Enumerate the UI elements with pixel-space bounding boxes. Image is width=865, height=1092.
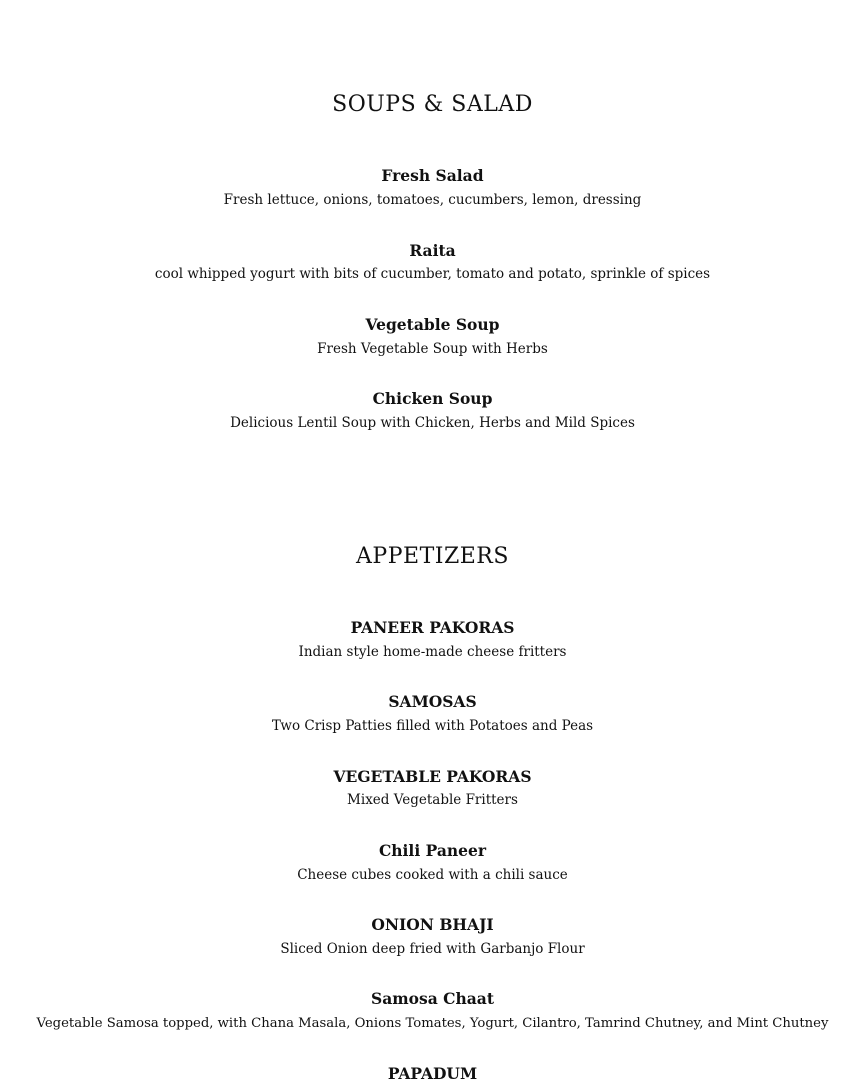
menu-item-name-papadum: PAPADUM: [387, 1064, 478, 1083]
menu-item-desc-samosas: Two Crisp Patties filled with Potatoes and Peas: [271, 718, 594, 734]
menu-item-name-raita: Raita: [409, 241, 456, 260]
menu-item-desc-fresh-salad: Fresh lettuce, onions, tomatoes, cucumbers, lemon, dressing: [223, 192, 642, 208]
menu-item-name-chili-paneer: Chili Paneer: [378, 841, 487, 860]
menu-item-desc-vegetable-pakoras: Mixed Vegetable Fritters: [347, 792, 518, 808]
menu-item-desc-chicken-soup: Delicious Lentil Soup with Chicken, Herbs and Mild Spices: [230, 415, 635, 431]
menu-item-desc-paneer-pakoras: Indian style home-made cheese fritters: [298, 644, 567, 660]
menu-item-desc-raita: cool whipped yogurt with bits of cucumber, tomato and potato, sprinkle of spices: [154, 266, 711, 282]
section-title-soups-salad: SOUPS & SALAD: [332, 92, 533, 117]
menu-item-name-samosa-chaat: Samosa Chaat: [371, 989, 494, 1008]
menu-item-name-vegetable-pakoras: VEGETABLE PAKORAS: [333, 767, 532, 786]
menu-item-name-onion-bhaji: ONION BHAJI: [371, 915, 494, 934]
menu-item-name-vegetable-soup: Vegetable Soup: [365, 315, 500, 334]
menu-item-desc-vegetable-soup: Fresh Vegetable Soup with Herbs: [317, 341, 548, 357]
menu-item-desc-chili-paneer: Cheese cubes cooked with a chili sauce: [297, 867, 568, 883]
menu-item-name-paneer-pakoras: PANEER PAKORAS: [350, 618, 515, 637]
section-title-appetizers: APPETIZERS: [356, 544, 509, 569]
menu-item-desc-samosa-chaat: Vegetable Samosa topped, with Chana Masala, Onions Tomates, Yogurt, Cilantro, Tamrind Chutney, and Mint Chutney: [36, 1016, 829, 1031]
menu-item-desc-onion-bhaji: Sliced Onion deep fried with Garbanjo Flour: [280, 941, 585, 957]
menu-item-name-fresh-salad: Fresh Salad: [381, 166, 484, 185]
menu-item-name-samosas: SAMOSAS: [388, 692, 477, 711]
menu-item-name-chicken-soup: Chicken Soup: [372, 389, 493, 408]
